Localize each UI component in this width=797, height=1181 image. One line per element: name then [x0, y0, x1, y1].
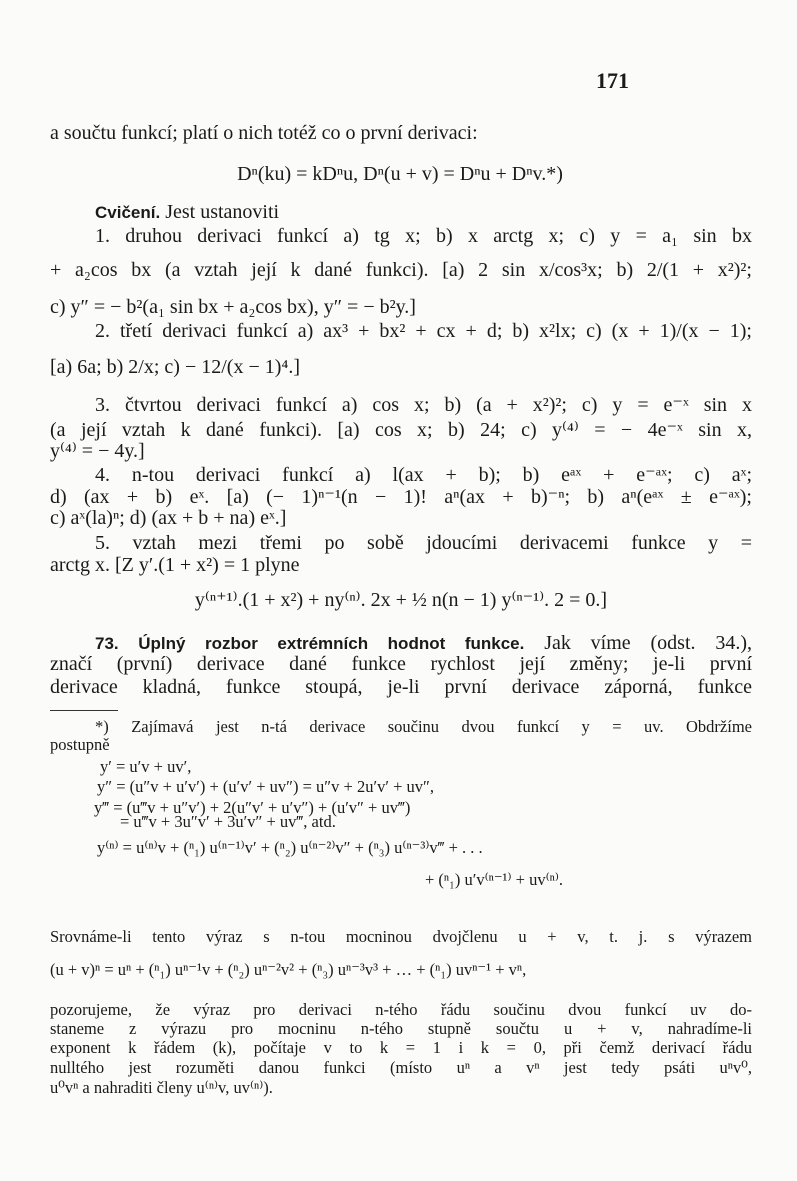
section-73-line	[50, 632, 752, 655]
formula: Dⁿ(ku) = kDⁿu, Dⁿ(u + v) = Dⁿu + Dⁿv.*)	[237, 163, 563, 185]
text: Jest ustanoviti	[165, 201, 280, 223]
text-line: značí (první) derivace dané funkce rychlost její změny; je-li první	[50, 653, 752, 675]
footnote-line: nulltého jest rozuměti danou funkci (místo uⁿ a vⁿ jest tedy psáti uⁿv⁰,	[50, 1058, 752, 1077]
text-line: d) (ax + b) eˣ. [a) (− 1)ⁿ⁻¹(n − 1)! aⁿ(ax + b)⁻ⁿ; b) aⁿ(eᵃˣ ± e⁻ᵃˣ);	[50, 486, 752, 508]
footnote-formula: = u‴v + 3u″v′ + 3u′v″ + uv‴, atd.	[120, 812, 336, 831]
exercise-4: 4. n-tou derivaci funkcí a) l(ax + b); b) eᵃˣ + e⁻ᵃˣ; c) aˣ;	[95, 464, 752, 486]
exercise-2: 2. třetí derivaci funkcí a) ax³ + bx² + cx + d; b) x²lx; c) (x + 1)/(x − 1);	[95, 320, 752, 342]
text-line: y⁽⁴⁾ = − 4y.]	[50, 440, 145, 462]
text-line: c) aˣ(la)ⁿ; d) (ax + b + na) eˣ.]	[50, 507, 287, 529]
footnote-line: Srovnáme-li tento výraz s n-tou mocninou dvojčlenu u + v, t. j. s výrazem	[50, 927, 752, 946]
footnote-formula: y′ = u′v + uv′,	[100, 757, 192, 776]
text-line: c) y″ = − b²(a₁ sin bx + a₂cos bx), y″ = − b²y.]	[50, 296, 416, 318]
text-line: (a její vztah k dané funkci). [a) cos x; b) 24; c) y⁽⁴⁾ = − 4e⁻ˣ sin x,	[50, 419, 752, 441]
text-line: a součtu funkcí; platí o nich totéž co o první derivaci:	[50, 122, 478, 144]
footnote-line: u⁰vⁿ a nahraditi členy u⁽ⁿ⁾v, uv⁽ⁿ⁾).	[50, 1078, 273, 1097]
footnote-line: *) Zajímavá jest n-tá derivace součinu dvou funkcí y = uv. Obdržíme	[95, 717, 752, 736]
footnote-formula: (u + v)ⁿ = uⁿ + (ⁿ₁) uⁿ⁻¹v + (ⁿ₂) uⁿ⁻²v² + (ⁿ₃) uⁿ⁻³v³ + … + (ⁿ₁) uvⁿ⁻¹ + vⁿ,	[50, 960, 527, 979]
exercise-5: 5. vztah mezi třemi po sobě jdoucími derivacemi funkce y =	[95, 532, 752, 554]
text-line: + a₂cos bx (a vztah její k dané funkci). [a) 2 sin x/cos³x; b) 2/(1 + x²)²;	[50, 259, 752, 281]
footnote-divider	[50, 710, 118, 711]
exercise-heading: Cvičení.	[95, 203, 161, 222]
section-heading: 73. Úplný rozbor extrémních hodnot funkce.	[95, 634, 525, 653]
exercise-3: 3. čtvrtou derivaci funkcí a) cos x; b) (a + x²)²; c) y = e⁻ˣ sin x	[95, 394, 752, 416]
formula: y⁽ⁿ⁺¹⁾.(1 + x²) + ny⁽ⁿ⁾. 2x + ½ n(n − 1) y⁽ⁿ⁻¹⁾. 2 = 0.]	[194, 589, 608, 611]
footnote-formula: y⁽ⁿ⁾ = u⁽ⁿ⁾v + (ⁿ₁) u⁽ⁿ⁻¹⁾v′ + (ⁿ₂) u⁽ⁿ⁻²⁾v″ + (ⁿ₃) u⁽ⁿ⁻³⁾v‴ + . . .	[97, 838, 483, 857]
footnote-line: exponent k řádem (k), počítaje v to k = 1 i k = 0, při čemž derivací řádu	[50, 1038, 752, 1057]
footnote-line: staneme z výrazu pro mocninu n-tého stupně součtu u + v, nahradíme-li	[50, 1019, 752, 1038]
exercise-1: 1. druhou derivaci funkcí a) tg x; b) x arctg x; c) y = a₁ sin bx	[95, 225, 752, 247]
text-line: derivace kladná, funkce stoupá, je-li první derivace záporná, funkce	[50, 676, 752, 698]
footnote-formula: y″ = (u″v + u′v′) + (u′v′ + uv″) = u″v + 2u′v′ + uv″,	[97, 777, 435, 796]
footnote-formula: + (ⁿ₁) u′v⁽ⁿ⁻¹⁾ + uv⁽ⁿ⁾.	[425, 870, 564, 889]
page-number: 171	[596, 68, 629, 93]
footnote-line: pozorujeme, že výraz pro derivaci n-tého řádu součinu dvou funkcí uv do-	[50, 1000, 752, 1019]
exercise-intro	[50, 201, 752, 224]
footnote-formula: y‴ = (u‴v + u″v′) + 2(u″v′ + u′v″) + (u′v″ + uv‴)	[94, 798, 411, 817]
text-line: arctg x. [Z y′.(1 + x²) = 1 plyne	[50, 554, 300, 576]
text-line: [a) 6a; b) 2/x; c) − 12/(x − 1)⁴.]	[50, 356, 301, 378]
text: Jak víme (odst. 34.),	[544, 632, 753, 654]
footnote-line: postupně	[50, 735, 110, 754]
